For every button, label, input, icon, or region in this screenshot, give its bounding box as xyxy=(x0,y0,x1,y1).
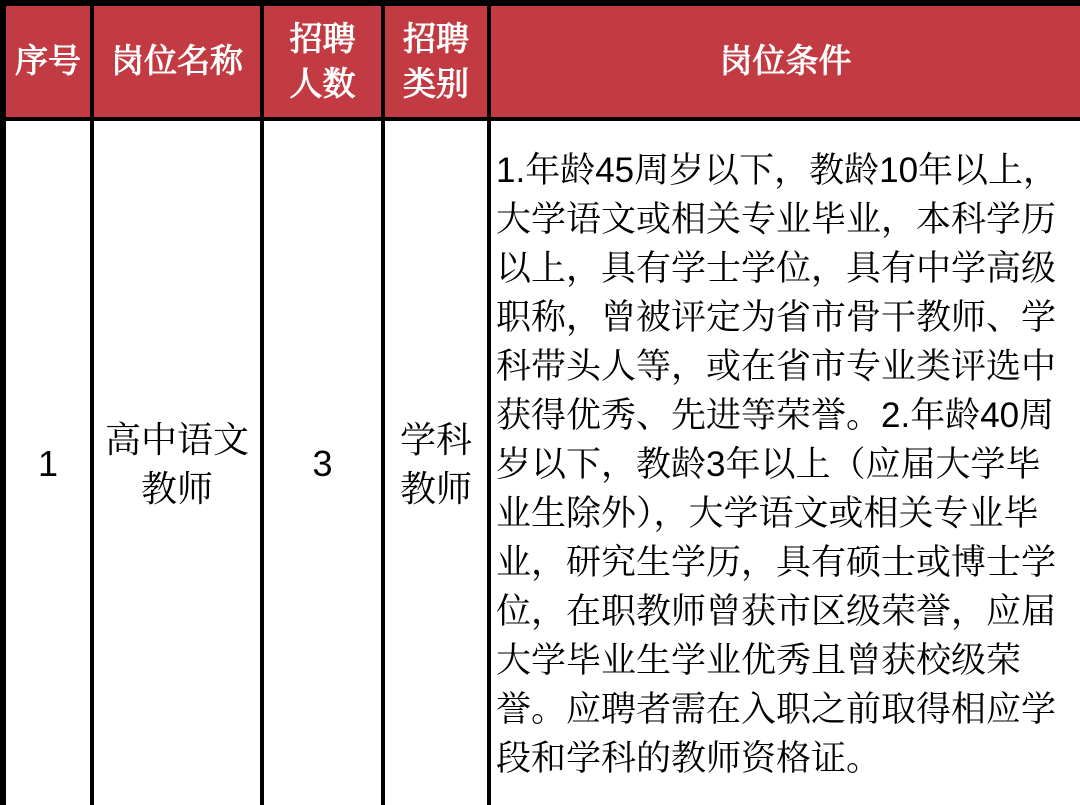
header-recruit-category: 招聘类别 xyxy=(383,3,489,119)
header-recruit-count: 招聘人数 xyxy=(262,3,383,119)
cell-position-name: 高中语文教师 xyxy=(92,119,262,805)
cell-recruit-count: 3 xyxy=(262,119,383,805)
table-row xyxy=(3,119,1080,805)
header-serial-number: 序号 xyxy=(3,3,92,119)
cell-recruit-category: 学科教师 xyxy=(383,119,489,805)
header-row xyxy=(3,3,1080,119)
header-position-name: 岗位名称 xyxy=(92,3,262,119)
cell-position-requirements: 1.年龄45周岁以下，教龄10年以上，大学语文或相关专业毕业，本科学历以上，具有学士学位，具有中学高级职称，曾被评定为省市骨干教师、学科带头人等，或在省市专业类评选中获得优秀、先进等荣誉。2.年龄40周岁以下，教龄3年以上（应届大学毕业生除外），大学语文或相关专业毕业，研究生学历，具有硕士或博士学位，在职教师曾获市区级荣誉，应届大学毕业生学业优秀且曾获校级荣誉。应聘者需在入职之前取得相应学段和学科的教师资格证。 xyxy=(489,119,1080,805)
cell-serial-number: 1 xyxy=(3,119,92,805)
header-position-requirements: 岗位条件 xyxy=(489,3,1080,119)
